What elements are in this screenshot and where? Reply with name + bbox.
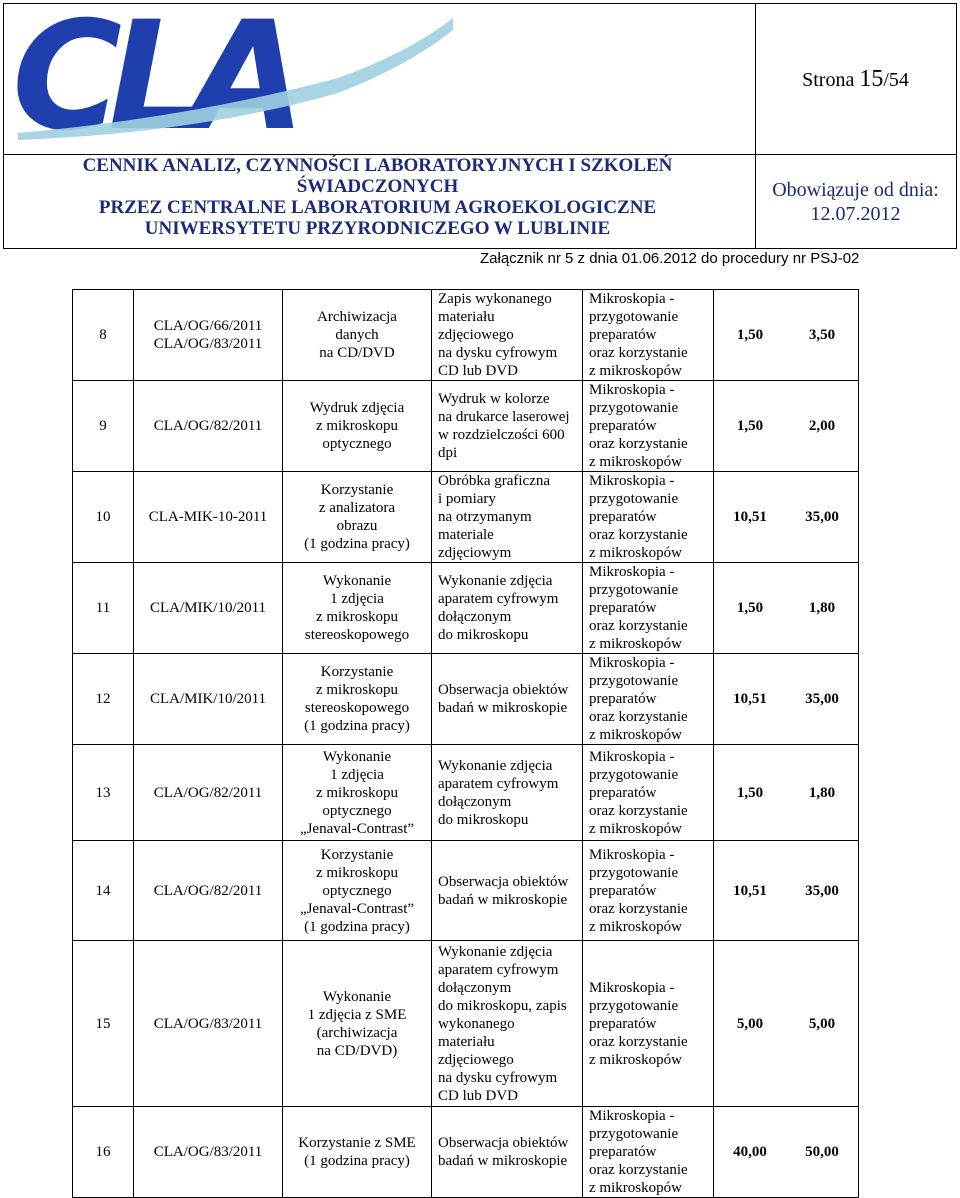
row-number: [73, 841, 134, 941]
price-2: [786, 290, 859, 381]
service-category-text: Mikroskopia - przygotowanie preparatów oraz korzystanie z mikroskopów: [589, 382, 688, 470]
price-2-text: 35,00: [805, 691, 839, 707]
service-category: [583, 745, 714, 841]
service-description: [432, 472, 583, 563]
price-2-text: 2,00: [808, 418, 836, 434]
service-description: [432, 1107, 583, 1198]
price-1-text: 40,00: [733, 1144, 767, 1160]
procedure-code-text: CLA/OG/82/2011: [153, 784, 263, 801]
cla-logo: [8, 8, 458, 150]
service-description-text: Wykonanie zdjęcia aparatem cyfrowym dołączonym do mikroskopu: [438, 757, 559, 828]
service-name: [283, 290, 432, 381]
price-table: [72, 289, 859, 1198]
service-category-text: Mikroskopia - przygotowanie preparatów oraz korzystanie z mikroskopów: [589, 846, 688, 935]
row-number-text: 14: [95, 882, 111, 899]
price-1-text: 10,51: [733, 691, 767, 707]
service-name-text: Wykonanie 1 zdjęcia z SME (archiwizacja na CD/DVD): [307, 988, 407, 1059]
procedure-code: [134, 1107, 283, 1198]
row-number-text: 11: [95, 600, 111, 616]
service-category-text: Mikroskopia - przygotowanie preparatów oraz korzystanie z mikroskopów: [589, 748, 688, 837]
service-name: [283, 1107, 432, 1198]
page-number: [758, 66, 953, 93]
procedure-code: [134, 290, 283, 381]
row-number: [73, 290, 134, 381]
price-2: [786, 563, 859, 654]
service-category-text: Mikroskopia - przygotowanie preparatów oraz korzystanie z mikroskopów: [589, 655, 688, 743]
service-name: [283, 745, 432, 841]
row-number-text: 12: [95, 691, 111, 707]
price-2-text: 35,00: [805, 509, 839, 525]
row-number: [73, 381, 134, 472]
row-number-text: 9: [99, 418, 107, 434]
procedure-code-text: CLA/OG/82/2011: [153, 418, 263, 434]
row-number-text: 15: [95, 1015, 111, 1032]
price-2: [786, 841, 859, 941]
service-category-text: Mikroskopia - przygotowanie preparatów oraz korzystanie z mikroskopów: [589, 1108, 688, 1196]
service-category: [583, 290, 714, 381]
service-description-text: Obróbka graficzna i pomiary na otrzymanym materiale zdjęciowym: [438, 473, 551, 561]
row-number-text: 8: [99, 327, 107, 343]
title-line-1: CENNIK ANALIZ, CZYNNOŚCI LABORATORYJNYCH I SZKOLEŃ: [82, 155, 673, 176]
price-1: [714, 745, 787, 841]
service-category: [583, 563, 714, 654]
service-description-text: Wydruk w kolorze na drukarce laserowej w rozdzielczości 600 dpi: [438, 391, 570, 461]
service-description-text: Obserwacja obiektów badań w mikroskopie: [438, 682, 569, 716]
row-number: [73, 941, 134, 1107]
price-2-text: 1,80: [808, 784, 836, 801]
service-category-text: Mikroskopia - przygotowanie preparatów oraz korzystanie z mikroskopów: [589, 979, 688, 1068]
valid-from-label: Obowiązuje od dnia:: [772, 179, 939, 201]
row-number: [73, 563, 134, 654]
service-description-text: Obserwacja obiektów badań w mikroskopie: [438, 873, 569, 908]
service-category: [583, 841, 714, 941]
price-1: [714, 472, 787, 563]
procedure-code-text: CLA/OG/66/2011 CLA/OG/83/2011: [153, 318, 263, 352]
service-category: [583, 941, 714, 1107]
procedure-code-text: CLA/MIK/10/2011: [149, 691, 267, 707]
service-description-text: Wykonanie zdjęcia aparatem cyfrowym dołączonym do mikroskopu, zapis wykonanego materiału zdjęciowego na dysku cyfrowym CD lub DVD: [438, 943, 567, 1104]
procedure-code: [134, 563, 283, 654]
title-line-4: UNIWERSYTETU PRZYRODNICZEGO W LUBLINIE: [144, 218, 611, 239]
service-description: [432, 941, 583, 1107]
logo-text: CLA: [12, 8, 292, 150]
procedure-code-text: CLA-MIK-10-2011: [148, 509, 268, 525]
service-description-text: Obserwacja obiektów badań w mikroskopie: [438, 1135, 569, 1169]
table-row: [73, 563, 859, 654]
table-row: [73, 472, 859, 563]
price-1-text: 5,00: [736, 1015, 764, 1032]
service-name: [283, 941, 432, 1107]
price-1-text: 1,50: [736, 784, 764, 801]
row-number-text: 10: [95, 509, 111, 525]
title-line-3: PRZEZ CENTRALNE LABORATORIUM AGROEKOLOGICZNE: [98, 197, 657, 218]
service-category: [583, 1107, 714, 1198]
table-row: [73, 841, 859, 941]
price-2-text: 3,50: [808, 327, 836, 343]
price-2: [786, 1107, 859, 1198]
price-1-text: 10,51: [733, 882, 767, 899]
price-2: [786, 472, 859, 563]
price-2-text: 35,00: [805, 882, 839, 899]
service-category: [583, 381, 714, 472]
service-category: [583, 472, 714, 563]
price-1: [714, 1107, 787, 1198]
page-prefix: Strona: [802, 69, 860, 91]
page-total: /54: [883, 69, 909, 91]
page-current: 15: [859, 66, 884, 92]
price-2: [786, 941, 859, 1107]
table-row: [73, 654, 859, 745]
attachment-note: Załącznik nr 5 z dnia 01.06.2012 do procedury nr PSJ-02: [480, 250, 860, 267]
service-category-text: Mikroskopia - przygotowanie preparatów oraz korzystanie z mikroskopów: [589, 291, 688, 379]
table-row: [73, 941, 859, 1107]
service-name: [283, 654, 432, 745]
price-2-text: 50,00: [805, 1144, 839, 1160]
service-name-text: Archiwizacja danych na CD/DVD: [317, 309, 397, 361]
service-name: [283, 472, 432, 563]
row-number-text: 16: [95, 1144, 111, 1160]
price-1: [714, 654, 787, 745]
service-name-text: Wydruk zdjęcia z mikroskopu optycznego: [309, 400, 405, 452]
price-1-text: 1,50: [736, 327, 764, 343]
price-1-text: 1,50: [736, 600, 764, 616]
table-row: [73, 745, 859, 841]
table-row: [73, 381, 859, 472]
service-name: [283, 381, 432, 472]
price-1: [714, 290, 787, 381]
title-line-2: ŚWIADCZONYCH: [296, 176, 459, 197]
row-number: [73, 745, 134, 841]
service-category: [583, 654, 714, 745]
procedure-code-text: CLA/OG/82/2011: [153, 882, 263, 899]
table-row: [73, 290, 859, 381]
service-description: [432, 745, 583, 841]
service-name-text: Korzystanie z mikroskopu stereoskopowego (1 godzina pracy): [304, 664, 410, 734]
row-number: [73, 472, 134, 563]
price-1: [714, 841, 787, 941]
service-name-text: Korzystanie z mikroskopu optycznego „Jenaval-Contrast” (1 godzina pracy): [299, 846, 415, 935]
procedure-code: [134, 381, 283, 472]
procedure-code: [134, 472, 283, 563]
service-category-text: Mikroskopia - przygotowanie preparatów oraz korzystanie z mikroskopów: [589, 473, 688, 561]
row-number: [73, 1107, 134, 1198]
price-1-text: 1,50: [736, 418, 764, 434]
price-2-text: 1,80: [808, 600, 836, 616]
table-row: [73, 1107, 859, 1198]
price-1-text: 10,51: [733, 509, 767, 525]
procedure-code-text: CLA/OG/83/2011: [153, 1015, 263, 1032]
row-number: [73, 654, 134, 745]
price-1: [714, 381, 787, 472]
valid-from-date: 12.07.2012: [810, 203, 901, 225]
service-description-text: Wykonanie zdjęcia aparatem cyfrowym dołączonym do mikroskopu: [438, 573, 559, 643]
service-description: [432, 841, 583, 941]
price-1: [714, 941, 787, 1107]
service-description: [432, 654, 583, 745]
procedure-code-text: CLA/OG/83/2011: [153, 1144, 263, 1160]
service-name-text: Wykonanie 1 zdjęcia z mikroskopu optycznego „Jenaval-Contrast”: [299, 748, 415, 837]
service-name: [283, 841, 432, 941]
service-description: [432, 290, 583, 381]
service-description: [432, 563, 583, 654]
procedure-code: [134, 745, 283, 841]
procedure-code-text: CLA/MIK/10/2011: [149, 600, 267, 616]
document-title: [0, 155, 755, 239]
price-2-text: 5,00: [808, 1015, 836, 1032]
service-name: [283, 563, 432, 654]
price-2: [786, 654, 859, 745]
service-name-text: Korzystanie z analizatora obrazu (1 godzina pracy): [304, 482, 410, 552]
service-description: [432, 381, 583, 472]
service-name-text: Wykonanie 1 zdjęcia z mikroskopu stereoskopowego: [304, 573, 410, 643]
procedure-code: [134, 654, 283, 745]
price-2: [786, 745, 859, 841]
procedure-code: [134, 941, 283, 1107]
price-1: [714, 563, 787, 654]
service-name-text: Korzystanie z SME (1 godzina pracy): [298, 1135, 416, 1169]
price-2: [786, 381, 859, 472]
procedure-code: [134, 841, 283, 941]
row-number-text: 13: [95, 784, 111, 801]
service-description-text: Zapis wykonanego materiału zdjęciowego na dysku cyfrowym CD lub DVD: [438, 291, 558, 379]
service-category-text: Mikroskopia - przygotowanie preparatów oraz korzystanie z mikroskopów: [589, 564, 688, 652]
valid-from: [758, 178, 953, 226]
